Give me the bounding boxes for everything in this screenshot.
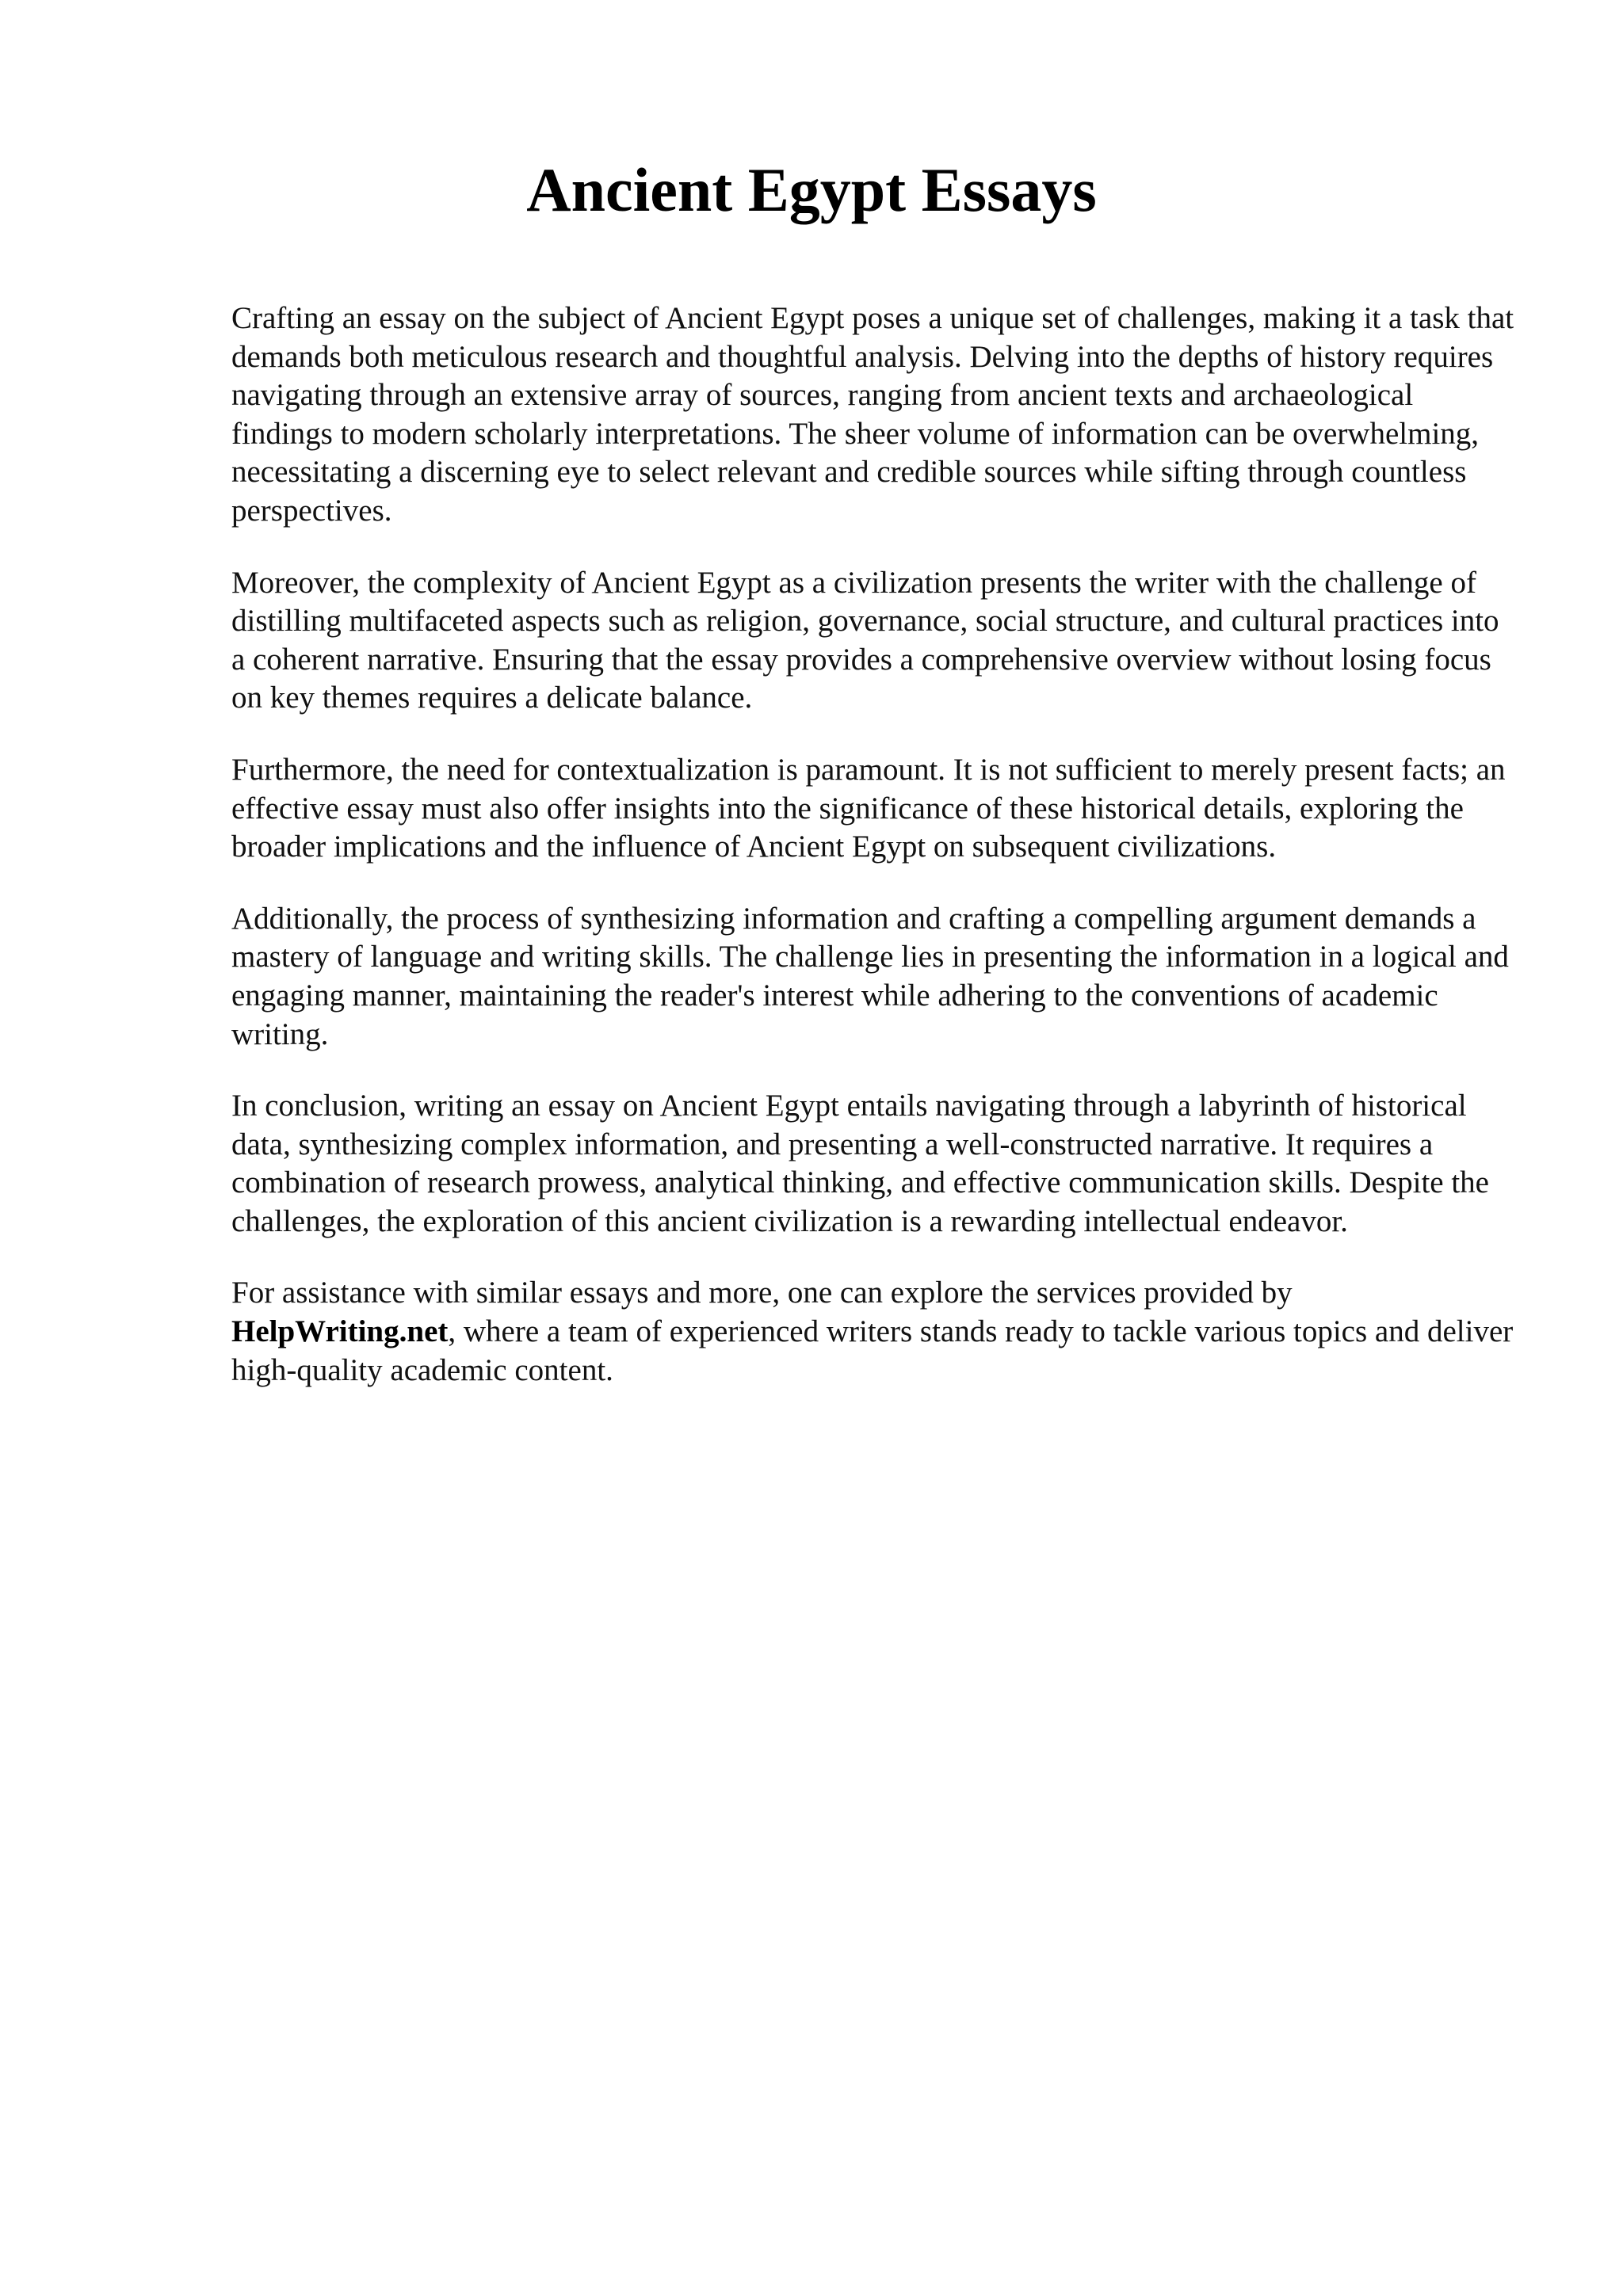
essay-body — [231, 299, 1515, 1423]
paragraph-synthesis: Additionally, the process of synthesizing information and crafting a compelling argument demands a mastery of language and writing skills. The challenge lies in presenting the information in a logical and engaging manner, maintaining the reader's interest while adhering to the conventions of academic writing. — [231, 901, 1509, 1051]
closing-text-after: , where a team of experienced writers stands ready to tackle various topics and deliver high-quality academic content. — [231, 1314, 1514, 1387]
paragraph-contextualization: Furthermore, the need for contextualization is paramount. It is not sufficient to merely present facts; an effective essay must also offer insights into the significance of these historical details, exploring the broader implications and the influence of Ancient Egypt on subsequent civilizations. — [231, 752, 1506, 864]
paragraph-complexity: Moreover, the complexity of Ancient Egypt as a civilization presents the writer with the challenge of distilling multifaceted aspects such as religion, governance, social structure, and cultural practices into a coherent narrative. Ensuring that the essay provides a comprehensive overview without losing focus on key themes requires a delicate balance. — [231, 565, 1499, 715]
document-title: Ancient Egypt Essays — [526, 155, 1097, 224]
brand-name: HelpWriting.net — [231, 1314, 449, 1349]
paragraph-intro: Crafting an essay on the subject of Ancient Egypt poses a unique set of challenges, making it a task that demands both meticulous research and thoughtful analysis. Delving into the depths of history requires navigating through an extensive array of sources, ranging from ancient texts and archaeological findings to modern scholarly interpretations. The sheer volume of information can be overwhelming, necessitating a discerning eye to select relevant and credible sources while sifting through countless perspectives. — [231, 301, 1514, 528]
paragraph-conclusion: In conclusion, writing an essay on Ancient Egypt entails navigating through a labyrinth of historical data, synthesizing complex information, and presenting a well-constructed narrative. It requires a combination of research prowess, analytical thinking, and effective communication skills. Despite the challenges, the exploration of this ancient civilization is a rewarding intellectual endeavor. — [231, 1089, 1489, 1238]
paragraph-closing — [231, 1274, 1515, 1390]
closing-text-before: For assistance with similar essays and more, one can explore the services provided by — [231, 1276, 1293, 1310]
